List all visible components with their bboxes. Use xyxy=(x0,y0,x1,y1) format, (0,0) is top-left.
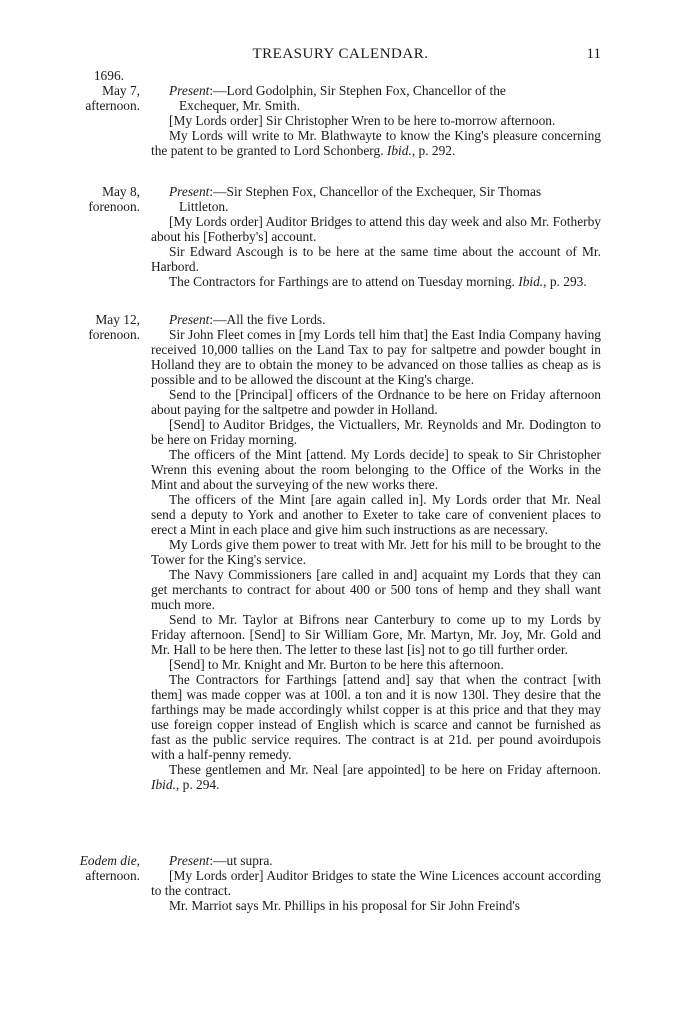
page-header xyxy=(78,46,603,66)
entry-date: May 7, xyxy=(102,83,140,98)
paragraph: [My Lords order] Sir Christopher Wren to be here to-morrow afternoon. xyxy=(169,113,556,128)
present-names: :—ut supra. xyxy=(209,853,273,868)
entry-time: afternoon. xyxy=(85,98,140,113)
present-label: Present xyxy=(169,184,210,199)
paragraph: Send to the [Principal] officers of the Ordnance to be here on Friday afternoon about paying for the saltpetre and powder in Holland. xyxy=(151,387,601,417)
paragraph: Sir Edward Ascough is to be here at the same time about the account of Mr. Harbord. xyxy=(151,244,601,274)
page-number: 11 xyxy=(586,46,601,62)
entry-body xyxy=(151,184,601,289)
running-title: TREASURY CALENDAR. xyxy=(252,46,429,62)
paragraph: The officers of the Mint [attend. My Lords decide] to speak to Sir Christopher Wrenn this evening about the room belonging to the Office of the Works in the Mint and about the surveying of the new works there. xyxy=(151,447,601,492)
ibid-ref: Ibid. xyxy=(151,777,176,792)
entry-date: May 12, xyxy=(95,312,140,327)
paragraph: Mr. Marriot says Mr. Phillips in his proposal for Sir John Freind's xyxy=(169,898,520,913)
paragraph: The Navy Commissioners [are called in and] acquaint my Lords that they can get merchants to contract for about 400 or 500 tons of hemp and they shall want much more. xyxy=(151,567,601,612)
paragraph: [My Lords order] Auditor Bridges to attend this day week and also Mr. Fotherby about his [Fotherby's] account. xyxy=(151,214,601,244)
paragraph: My Lords give them power to treat with Mr. Jett for his mill to be brought to the Tower for the King's service. xyxy=(151,537,601,567)
paragraph-with-ref xyxy=(151,128,601,158)
present-line xyxy=(151,312,601,327)
ibid-page: , p. 293. xyxy=(543,274,587,289)
ibid-ref: Ibid. xyxy=(518,274,544,289)
paragraph: Sir John Fleet comes in [my Lords tell him that] the East India Company having received 10,000 tallies on the Land Tax to pay for saltpetre and powder bought in Holland they are to obtain the money to be advanced on those tallies as cheap as is possible and to be allowed the discount at the King's charge. xyxy=(151,327,601,387)
present-line xyxy=(151,83,601,113)
paragraph: [Send] to Auditor Bridges, the Victuallers, Mr. Reynolds and Mr. Dodington to be here on Friday morning. xyxy=(151,417,601,447)
paragraph-with-ref xyxy=(151,274,601,289)
present-line xyxy=(151,853,601,868)
present-names: :—All the five Lords. xyxy=(209,312,326,327)
entry-date: May 8, xyxy=(102,184,140,199)
present-names: :—Sir Stephen Fox, Chancellor of the Exchequer, Sir Thomas xyxy=(209,184,542,199)
paragraph: [My Lords order] Auditor Bridges to state the Wine Licences account according to the contract. xyxy=(151,868,601,898)
present-line xyxy=(151,184,601,214)
present-label: Present xyxy=(169,83,210,98)
entry-date-margin xyxy=(74,68,140,113)
paragraph-text: My Lords will write to Mr. Blathwayte to know the King's pleasure concerning the patent to be granted to Lord Schonberg. xyxy=(151,128,601,158)
entry-date-margin xyxy=(74,853,140,883)
ibid-page: , p. 292. xyxy=(411,143,456,158)
entry-body xyxy=(151,853,601,913)
ibid-ref: Ibid. xyxy=(386,143,412,158)
present-label: Present xyxy=(169,312,210,327)
entry-time: afternoon. xyxy=(85,868,140,883)
present-names-cont: Exchequer, Mr. Smith. xyxy=(179,98,301,113)
paragraph-text: The Contractors for Farthings are to attend on Tuesday morning. xyxy=(169,274,515,289)
paragraph-text: These gentlemen and Mr. Neal [are appointed] to be here on Friday afternoon. xyxy=(169,762,601,777)
entry-body xyxy=(151,83,601,158)
entry-body xyxy=(151,312,601,792)
present-names-cont: Littleton. xyxy=(179,199,229,214)
entry-date: Eodem die, xyxy=(79,853,140,868)
paragraph: [Send] to Mr. Knight and Mr. Burton to be here this afternoon. xyxy=(169,657,504,672)
paragraph: Send to Mr. Taylor at Bifrons near Canterbury to come up to my Lords by Friday afternoon. [Send] to Sir William Gore, Mr. Martyn, Mr. Joy, Mr. Gold and Mr. Hall to be here then. The letter to these last [is] not to go till further order. xyxy=(151,612,601,657)
entry-date-margin xyxy=(74,312,140,342)
paragraph-with-ref xyxy=(151,762,601,792)
ibid-page: , p. 294. xyxy=(175,777,220,792)
entry-time: forenoon. xyxy=(88,327,140,342)
paragraph: The officers of the Mint [are again called in]. My Lords order that Mr. Neal send a deputy to York and another to Exeter to take care of convenient places to erect a Mint in each place and give him such instructions as are necessary. xyxy=(151,492,601,537)
entry-year: 1696. xyxy=(93,68,124,83)
present-label: Present xyxy=(169,853,210,868)
paragraph: The Contractors for Farthings [attend and] say that when the contract [with them] was made copper was at 100l. a ton and it is now 130l. They desire that the farthings may be made accordingly whilst copper is at this price and that they may use foreign copper instead of English which is scarce and cannot be furnished as fast as the public service requires. The contract is at 21d. per pound avoirdupois with a half-penny remedy. xyxy=(151,672,601,762)
present-names: :—Lord Godolphin, Sir Stephen Fox, Chancellor of the xyxy=(209,83,506,98)
entry-time: forenoon. xyxy=(88,199,140,214)
entry-date-margin xyxy=(74,184,140,214)
